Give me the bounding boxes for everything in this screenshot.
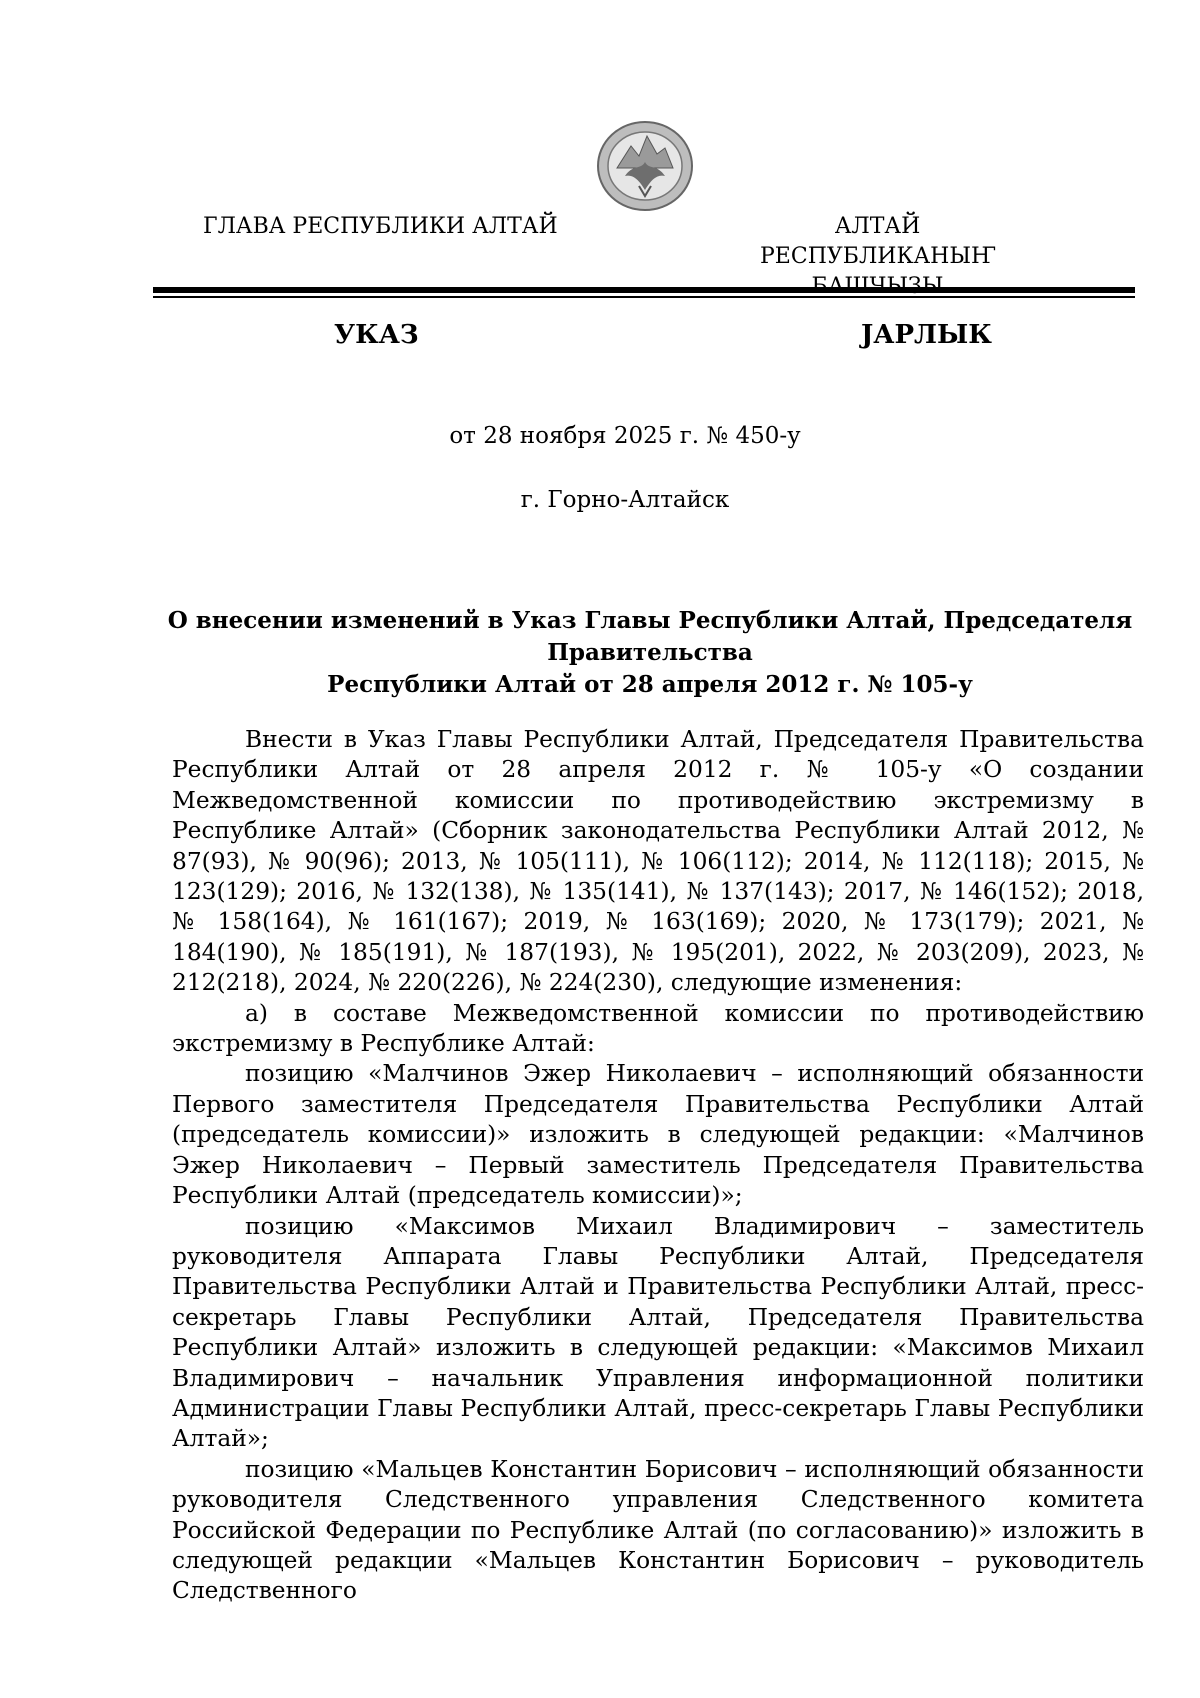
header-divider-thick bbox=[153, 287, 1135, 293]
body-paragraph: позицию «Малчинов Эжер Николаевич – исполняющий обязанности Первого заместителя Председателя Правительства Республики Алтай (председатель комиссии)» изложить в следующей редакции: «Малчинов Эжер Николаевич – Первый заместитель Председателя Правительства Республики Алтай (председатель комиссии)»; bbox=[172, 1060, 1144, 1210]
document-title-line2: Республики Алтай от 28 апреля 2012 г. № 105-у bbox=[327, 671, 973, 698]
body-paragraph: а) в составе Межведомственной комиссии по противодействию экстремизму в Республике Алтай: bbox=[172, 999, 1144, 1058]
document-type-altai: ЈАРЛЫК bbox=[861, 320, 992, 350]
document-title-line1: О внесении изменений в Указ Главы Республики Алтай, Председателя Правительства bbox=[167, 607, 1133, 666]
document-type-russian: УКАЗ bbox=[334, 320, 419, 350]
body-paragraph: позицию «Мальцев Константин Борисович – исполняющий обязанности руководителя Следственного управления Следственного комитета Российской Федерации по Республике Алтай (по согласованию)» изложить в следующей редакции «Мальцев Константин Борисович – руководитель Следственного bbox=[172, 1455, 1144, 1605]
body-paragraph: Внести в Указ Главы Республики Алтай, Председателя Правительства Республики Алтай от 28 апреля 2012 г. № 105-у «О создании Межведомственной комиссии по противодействию экстремизму в Республике Алтай» (Сборник законодательства Республики Алтай 2012, № 87(93), № 90(96); 2013, № 105(111), № 106(112); 2014, № 112(118); 2015, № 123(129); 2016, № 132(138), № 135(141), № 137(143); 2017, № 146(152); 2018, № 158(164), № 161(167); 2019, № 163(169); 2020, № 173(179); 2021, № 184(190), № 185(191), № 187(193), № 195(201), 2022, № 203(209), 2023, № 212(218), 2024, № 220(226), № 224(230), следующие изменения: bbox=[172, 726, 1144, 997]
document-body bbox=[172, 725, 1144, 1607]
authority-title-altai-line1: АЛТАЙ РЕСПУБЛИКАНЫҤ bbox=[760, 214, 997, 269]
document-date-number: от 28 ноября 2025 г. № 450-у bbox=[449, 423, 801, 449]
document-title bbox=[160, 605, 1140, 701]
header-divider-thin bbox=[153, 296, 1135, 298]
authority-title-russian: ГЛАВА РЕСПУБЛИКИ АЛТАЙ bbox=[203, 214, 558, 239]
document-city: г. Горно-Алтайск bbox=[520, 487, 730, 513]
body-paragraph: позицию «Максимов Михаил Владимирович – заместитель руководителя Аппарата Главы Республики Алтай, Председателя Правительства Республики Алтай и Правительства Республики Алтай, пресс-секретарь Главы Республики Алтай, Председателя Правительства Республики Алтай» изложить в следующей редакции: «Максимов Михаил Владимирович – начальник Управления информационной политики Администрации Главы Республики Алтай, пресс-секретарь Главы Республики Алтай»; bbox=[172, 1212, 1144, 1453]
coat-of-arms-icon bbox=[595, 120, 695, 212]
